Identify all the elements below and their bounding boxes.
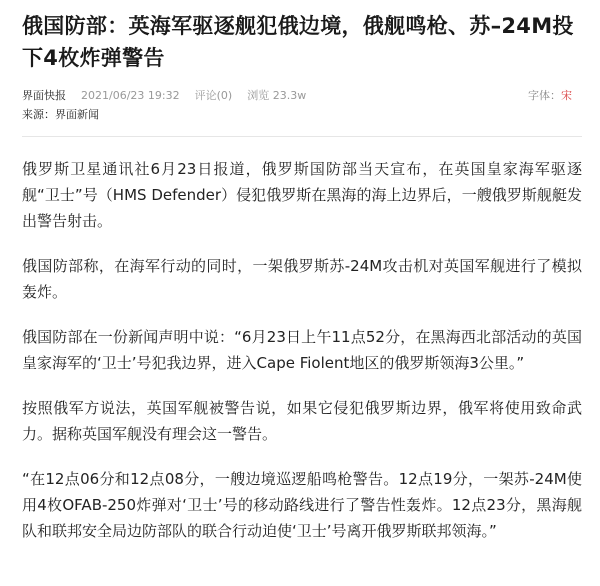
font-size-toggle[interactable]: 宋 xyxy=(561,89,572,102)
comment-count[interactable]: 评论(0) xyxy=(194,89,233,102)
article-title: 俄国防部：英海军驱逐舰犯俄边境，俄舰鸣枪、苏–24M投下4枚炸弹警告 xyxy=(22,14,574,70)
divider xyxy=(22,136,582,137)
paragraph: “在12点06分和12点08分，一艘边境巡逻船鸣枪警告。12点19分，一架苏-24M使用4枚OFAB-250炸弹对‘卫士’号的移动路线进行了警告性轰炸。12点23分，黑海舰队和联邦安全局边防部队的联合行动迫使‘卫士’号离开俄罗斯联邦领海。” xyxy=(22,470,582,540)
paragraph: 俄罗斯卫星通讯社6月23日报道，俄罗斯国防部当天宣布，在英国皇家海军驱逐舰“卫士”号（HMS Defender）侵犯俄罗斯在黑海的海上边界后，一艘俄罗斯舰艇发出警告射击。 xyxy=(22,160,582,230)
font-control xyxy=(528,87,572,105)
publish-date: 2021/06/23 19:32 xyxy=(81,89,180,102)
source-label: 来源： xyxy=(22,108,55,121)
view-count: 浏览 23.3w xyxy=(247,89,307,102)
paragraph: 俄国防部称，在海军行动的同时，一架俄罗斯苏-24M攻击机对英国军舰进行了模拟轰炸。 xyxy=(22,257,582,301)
font-label: 字体： xyxy=(528,89,561,102)
paragraph: 俄国防部在一份新闻声明中说：“6月23日上午11点52分，在黑海西北部活动的英国皇家海军的‘卫士’号犯我边界，进入Cape Fiolent地区的俄罗斯领海3公里。” xyxy=(22,328,582,372)
paragraph: 按照俄军方说法，英国军舰被警告说，如果它侵犯俄罗斯边界，俄军将使用致命武力。据称英国军舰没有理会这一警告。 xyxy=(22,399,582,443)
article-source xyxy=(22,106,582,124)
news-article xyxy=(22,0,582,563)
article-meta xyxy=(22,87,582,105)
article-body xyxy=(22,156,582,544)
source-name: 界面新闻 xyxy=(55,108,99,121)
column-name[interactable]: 界面快报 xyxy=(22,89,66,102)
